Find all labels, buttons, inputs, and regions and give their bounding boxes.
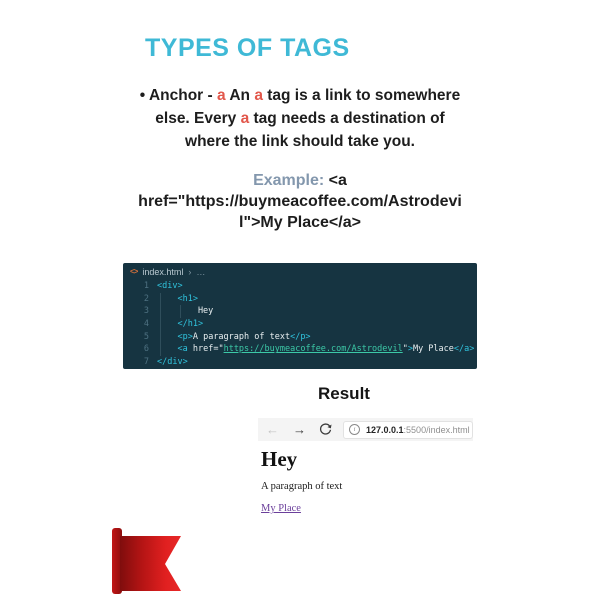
line-number: 5 — [143, 331, 149, 342]
breadcrumb-filename[interactable]: index.html — [142, 266, 184, 277]
text-segment: My Place — [412, 344, 454, 355]
text-segment: href= — [187, 344, 219, 355]
code-line — [123, 343, 477, 356]
url-path: :5500/index.html — [403, 424, 470, 435]
text-segment: > — [407, 344, 413, 355]
text-segment: • Anchor - — [139, 87, 217, 104]
text-segment: <p> — [177, 331, 193, 342]
line-number: 1 — [143, 281, 149, 292]
highlighted-a: a — [254, 87, 263, 104]
url-host: 127.0.0.1 — [366, 424, 404, 435]
example-label: Example: — [253, 172, 329, 189]
text-line — [40, 84, 560, 107]
address-bar[interactable] — [343, 421, 473, 439]
text-segment: </a> — [453, 344, 475, 355]
editor-breadcrumb — [123, 263, 477, 280]
code-line — [123, 293, 477, 306]
highlighted-a: a — [240, 110, 250, 127]
browser-page-paragraph: A paragraph of text — [261, 481, 343, 492]
browser-toolbar — [258, 418, 473, 441]
text-segment: tag needs a destination of — [249, 110, 445, 127]
code-line — [123, 305, 477, 318]
text-segment: <a — [177, 344, 188, 355]
code-line — [123, 356, 477, 369]
line-number: 7 — [143, 356, 149, 367]
highlighted-a: a — [216, 87, 226, 104]
text-segment: <div> — [157, 281, 183, 292]
browser-page-link[interactable]: My Place — [261, 503, 301, 514]
info-icon[interactable]: i — [349, 424, 360, 435]
text-segment: " — [218, 344, 224, 355]
code-text — [157, 281, 183, 291]
bookmark-ribbon-icon — [105, 522, 190, 600]
code-text — [157, 332, 311, 342]
url-text — [366, 425, 470, 435]
page-title: TYPES OF TAGS — [145, 34, 350, 62]
text-segment: else. Every — [155, 110, 241, 127]
result-label: Result — [318, 384, 370, 403]
text-segment: An — [225, 87, 255, 104]
text-segment: where the link should take you. — [185, 133, 415, 150]
text-segment: </div> — [157, 356, 188, 367]
back-icon[interactable]: ← — [266, 422, 279, 437]
code-text — [157, 357, 188, 367]
forward-icon[interactable]: → — [293, 422, 306, 437]
text-segment: Hey — [157, 306, 214, 317]
text-segment: <a — [328, 172, 347, 189]
code-line — [123, 318, 477, 331]
text-segment: tag is a link to somewhere — [262, 87, 461, 104]
text-segment: href="https://buymeacoffee.com/Astrodevi — [138, 193, 462, 210]
line-number: 2 — [143, 293, 149, 304]
code-line — [123, 280, 477, 293]
text-segment: </p> — [290, 331, 311, 342]
reload-icon[interactable] — [319, 423, 332, 436]
code-lines — [123, 280, 477, 368]
code-text — [157, 344, 474, 354]
indent-guide — [160, 293, 161, 356]
code-line — [123, 330, 477, 343]
browser-page-heading: Hey — [261, 447, 298, 471]
code-editor — [123, 263, 477, 369]
code-text — [157, 294, 198, 304]
example-block — [60, 170, 540, 233]
code-text — [157, 319, 203, 329]
text-line — [60, 191, 540, 212]
html-file-icon: <> — [130, 267, 138, 276]
text-segment: <h1> — [177, 293, 198, 304]
text-segment: </h1> — [177, 319, 204, 330]
text-line — [60, 212, 540, 233]
text-segment: A paragraph of text — [192, 331, 291, 342]
line-number: 3 — [143, 306, 149, 317]
text-segment: " — [402, 344, 408, 355]
text-segment: l">My Place</a> — [239, 214, 361, 231]
text-line — [40, 130, 560, 153]
text-segment: https://buymeacoffee.com/Astrodevil — [223, 344, 403, 355]
line-number: 4 — [143, 319, 149, 330]
code-text — [157, 306, 213, 316]
text-line — [60, 170, 540, 191]
intro-paragraph — [40, 84, 560, 153]
indent-guide — [180, 305, 181, 318]
chevron-right-icon: › — [188, 266, 192, 277]
line-number: 6 — [143, 344, 149, 355]
breadcrumb-ellipsis: … — [196, 266, 206, 277]
text-line — [40, 107, 560, 130]
